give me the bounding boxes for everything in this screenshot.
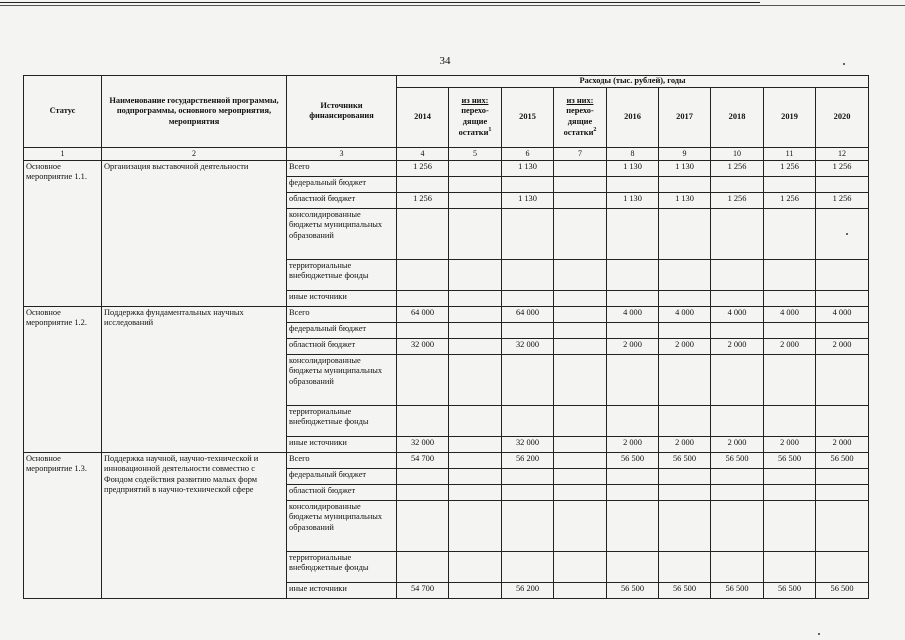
amount-cell bbox=[397, 354, 449, 405]
amount-cell: 2 000 bbox=[816, 338, 869, 354]
header-year-2015: 2015 bbox=[502, 87, 554, 147]
amount-cell: 1 256 bbox=[764, 160, 816, 176]
amount-cell bbox=[711, 208, 764, 259]
funding-source: Всего bbox=[287, 306, 397, 322]
amount-cell: 54 700 bbox=[397, 452, 449, 468]
amount-cell: 1 256 bbox=[816, 160, 869, 176]
amount-cell bbox=[449, 176, 502, 192]
header-transit2-line-1: перехо- bbox=[566, 106, 594, 116]
amount-cell bbox=[449, 160, 502, 176]
amount-cell bbox=[659, 500, 711, 551]
amount-cell: 1 130 bbox=[607, 192, 659, 208]
amount-cell bbox=[711, 322, 764, 338]
amount-cell: 56 500 bbox=[711, 582, 764, 598]
amount-cell bbox=[502, 551, 554, 582]
column-number: 4 bbox=[397, 147, 449, 160]
amount-cell bbox=[816, 259, 869, 290]
amount-cell bbox=[607, 500, 659, 551]
header-of-them-2: из них: bbox=[566, 95, 594, 105]
column-number: 2 bbox=[102, 147, 287, 160]
amount-cell bbox=[449, 436, 502, 452]
funding-source: федеральный бюджет bbox=[287, 468, 397, 484]
header-name: Наименование государственной программы, подпрограммы, основного мероприятия, мероприятия bbox=[102, 76, 287, 148]
amount-cell: 4 000 bbox=[659, 306, 711, 322]
amount-cell bbox=[659, 468, 711, 484]
column-number: 10 bbox=[711, 147, 764, 160]
header-transit-line-2: дящие bbox=[462, 116, 488, 126]
amount-cell bbox=[449, 405, 502, 436]
amount-cell: 4 000 bbox=[764, 306, 816, 322]
amount-cell bbox=[554, 192, 607, 208]
header-transit-2015 bbox=[554, 87, 607, 147]
amount-cell bbox=[397, 500, 449, 551]
column-number: 9 bbox=[659, 147, 711, 160]
amount-cell bbox=[502, 484, 554, 500]
amount-cell bbox=[554, 176, 607, 192]
section-status: Основное мероприятие 1.1. bbox=[24, 160, 102, 306]
funding-source: областной бюджет bbox=[287, 484, 397, 500]
amount-cell bbox=[554, 452, 607, 468]
amount-cell: 56 500 bbox=[659, 582, 711, 598]
top-border-line bbox=[0, 2, 760, 3]
amount-cell: 4 000 bbox=[711, 306, 764, 322]
funding-source: консолидированные бюджеты муниципальных образований bbox=[287, 354, 397, 405]
funding-source: территориальные внебюджетные фонды bbox=[287, 259, 397, 290]
amount-cell: 1 130 bbox=[607, 160, 659, 176]
amount-cell bbox=[764, 468, 816, 484]
amount-cell bbox=[659, 405, 711, 436]
amount-cell bbox=[607, 290, 659, 306]
amount-cell bbox=[607, 551, 659, 582]
amount-cell bbox=[607, 354, 659, 405]
amount-cell bbox=[711, 405, 764, 436]
amount-cell: 1 256 bbox=[711, 192, 764, 208]
amount-cell bbox=[502, 354, 554, 405]
amount-cell bbox=[554, 468, 607, 484]
amount-cell bbox=[816, 176, 869, 192]
amount-cell: 56 500 bbox=[816, 582, 869, 598]
amount-cell: 32 000 bbox=[397, 436, 449, 452]
amount-cell bbox=[554, 484, 607, 500]
column-number: 5 bbox=[449, 147, 502, 160]
amount-cell bbox=[397, 551, 449, 582]
funding-source: Всего bbox=[287, 160, 397, 176]
amount-cell bbox=[554, 405, 607, 436]
amount-cell bbox=[764, 354, 816, 405]
funding-source: иные источники bbox=[287, 582, 397, 598]
amount-cell bbox=[764, 551, 816, 582]
amount-cell bbox=[607, 176, 659, 192]
amount-cell bbox=[659, 484, 711, 500]
amount-cell bbox=[449, 338, 502, 354]
header-sources: Источники финансирования bbox=[287, 76, 397, 148]
amount-cell bbox=[397, 176, 449, 192]
amount-cell bbox=[554, 322, 607, 338]
table-row bbox=[24, 306, 869, 322]
amount-cell bbox=[816, 500, 869, 551]
amount-cell bbox=[711, 551, 764, 582]
amount-cell: 4 000 bbox=[607, 306, 659, 322]
amount-cell bbox=[449, 192, 502, 208]
amount-cell bbox=[502, 405, 554, 436]
header-year-2016: 2016 bbox=[607, 87, 659, 147]
amount-cell bbox=[659, 354, 711, 405]
amount-cell bbox=[502, 468, 554, 484]
amount-cell bbox=[607, 405, 659, 436]
amount-cell bbox=[659, 290, 711, 306]
section-name: Поддержка научной, научно-технической и инновационной деятельности совместно с Фондом содействия развитию малых форм предприятий в научно-технической сфере bbox=[102, 452, 287, 598]
column-number: 12 bbox=[816, 147, 869, 160]
amount-cell bbox=[764, 259, 816, 290]
amount-cell: 56 500 bbox=[764, 582, 816, 598]
amount-cell bbox=[397, 259, 449, 290]
amount-cell bbox=[816, 322, 869, 338]
amount-cell bbox=[607, 322, 659, 338]
amount-cell bbox=[397, 405, 449, 436]
amount-cell bbox=[449, 551, 502, 582]
amount-cell: 1 130 bbox=[659, 192, 711, 208]
amount-cell: 4 000 bbox=[816, 306, 869, 322]
column-number: 1 bbox=[24, 147, 102, 160]
amount-cell bbox=[449, 484, 502, 500]
amount-cell bbox=[607, 484, 659, 500]
amount-cell: 2 000 bbox=[816, 436, 869, 452]
amount-cell: 56 500 bbox=[711, 452, 764, 468]
header-year-2019: 2019 bbox=[764, 87, 816, 147]
funding-source: территориальные внебюджетные фонды bbox=[287, 551, 397, 582]
amount-cell bbox=[816, 551, 869, 582]
amount-cell bbox=[659, 322, 711, 338]
amount-cell: 64 000 bbox=[502, 306, 554, 322]
column-number: 7 bbox=[554, 147, 607, 160]
amount-cell: 2 000 bbox=[659, 338, 711, 354]
amount-cell bbox=[554, 436, 607, 452]
amount-cell: 54 700 bbox=[397, 582, 449, 598]
amount-cell bbox=[764, 484, 816, 500]
header-year-2018: 2018 bbox=[711, 87, 764, 147]
amount-cell bbox=[659, 208, 711, 259]
scan-speck bbox=[818, 633, 820, 635]
amount-cell: 56 200 bbox=[502, 582, 554, 598]
top-border-line-secondary bbox=[0, 5, 905, 6]
section-name: Организация выставочной деятельности bbox=[102, 160, 287, 306]
amount-cell bbox=[449, 306, 502, 322]
funding-source: федеральный бюджет bbox=[287, 176, 397, 192]
amount-cell: 2 000 bbox=[711, 436, 764, 452]
amount-cell: 2 000 bbox=[607, 436, 659, 452]
amount-cell bbox=[711, 290, 764, 306]
amount-cell bbox=[449, 468, 502, 484]
amount-cell bbox=[397, 290, 449, 306]
header-transit2-line-2: дящие bbox=[567, 116, 593, 126]
amount-cell: 56 200 bbox=[502, 452, 554, 468]
column-number-row bbox=[24, 147, 869, 160]
amount-cell bbox=[764, 290, 816, 306]
budget-table-body bbox=[24, 160, 869, 598]
header-transit-line-3: остатки bbox=[458, 127, 489, 137]
amount-cell bbox=[816, 468, 869, 484]
amount-cell: 56 500 bbox=[607, 452, 659, 468]
amount-cell: 56 500 bbox=[607, 582, 659, 598]
amount-cell: 1 130 bbox=[502, 192, 554, 208]
amount-cell: 1 130 bbox=[659, 160, 711, 176]
amount-cell bbox=[711, 500, 764, 551]
header-expenses: Расходы (тыс. рублей), годы bbox=[397, 76, 869, 88]
amount-cell bbox=[711, 468, 764, 484]
funding-source: областной бюджет bbox=[287, 338, 397, 354]
table-row bbox=[24, 160, 869, 176]
amount-cell bbox=[764, 405, 816, 436]
section-name: Поддержка фундаментальных научных исследований bbox=[102, 306, 287, 452]
amount-cell bbox=[554, 551, 607, 582]
funding-source: территориальные внебюджетные фонды bbox=[287, 405, 397, 436]
column-number: 3 bbox=[287, 147, 397, 160]
amount-cell bbox=[816, 290, 869, 306]
amount-cell bbox=[449, 208, 502, 259]
header-of-them: из них: bbox=[461, 95, 489, 105]
amount-cell bbox=[607, 259, 659, 290]
amount-cell bbox=[764, 176, 816, 192]
amount-cell bbox=[607, 208, 659, 259]
section-status: Основное мероприятие 1.2. bbox=[24, 306, 102, 452]
amount-cell bbox=[816, 354, 869, 405]
amount-cell bbox=[816, 208, 869, 259]
amount-cell: 1 130 bbox=[502, 160, 554, 176]
amount-cell: 32 000 bbox=[397, 338, 449, 354]
amount-cell: 1 256 bbox=[711, 160, 764, 176]
amount-cell bbox=[502, 259, 554, 290]
amount-cell bbox=[554, 160, 607, 176]
funding-source: Всего bbox=[287, 452, 397, 468]
budget-table bbox=[23, 75, 869, 599]
amount-cell bbox=[711, 259, 764, 290]
amount-cell bbox=[554, 500, 607, 551]
funding-source: иные источники bbox=[287, 290, 397, 306]
amount-cell: 1 256 bbox=[764, 192, 816, 208]
amount-cell bbox=[816, 405, 869, 436]
table-row bbox=[24, 452, 869, 468]
amount-cell bbox=[449, 582, 502, 598]
amount-cell bbox=[397, 322, 449, 338]
amount-cell bbox=[554, 338, 607, 354]
amount-cell: 2 000 bbox=[764, 436, 816, 452]
funding-source: федеральный бюджет bbox=[287, 322, 397, 338]
amount-cell bbox=[449, 290, 502, 306]
amount-cell bbox=[607, 468, 659, 484]
amount-cell bbox=[659, 176, 711, 192]
amount-cell: 32 000 bbox=[502, 436, 554, 452]
header-status: Статус bbox=[24, 76, 102, 148]
amount-cell bbox=[502, 290, 554, 306]
amount-cell bbox=[449, 500, 502, 551]
page-number: 34 bbox=[439, 55, 451, 67]
amount-cell bbox=[554, 290, 607, 306]
amount-cell bbox=[554, 259, 607, 290]
amount-cell: 2 000 bbox=[764, 338, 816, 354]
funding-source: консолидированные бюджеты муниципальных образований bbox=[287, 208, 397, 259]
header-footnote: 1 bbox=[488, 127, 492, 134]
funding-source: областной бюджет bbox=[287, 192, 397, 208]
amount-cell bbox=[397, 468, 449, 484]
amount-cell: 1 256 bbox=[816, 192, 869, 208]
amount-cell: 56 500 bbox=[659, 452, 711, 468]
amount-cell bbox=[449, 452, 502, 468]
amount-cell bbox=[659, 259, 711, 290]
amount-cell bbox=[764, 208, 816, 259]
amount-cell: 2 000 bbox=[607, 338, 659, 354]
amount-cell bbox=[659, 551, 711, 582]
amount-cell bbox=[397, 484, 449, 500]
amount-cell: 32 000 bbox=[502, 338, 554, 354]
amount-cell bbox=[764, 500, 816, 551]
amount-cell bbox=[764, 322, 816, 338]
amount-cell bbox=[554, 208, 607, 259]
amount-cell bbox=[554, 306, 607, 322]
amount-cell: 2 000 bbox=[711, 338, 764, 354]
amount-cell bbox=[554, 354, 607, 405]
scan-speck bbox=[843, 63, 845, 65]
header-footnote-2: 2 bbox=[593, 127, 597, 134]
amount-cell bbox=[711, 484, 764, 500]
amount-cell bbox=[711, 176, 764, 192]
header-year-2014: 2014 bbox=[397, 87, 449, 147]
amount-cell bbox=[502, 500, 554, 551]
amount-cell: 56 500 bbox=[816, 452, 869, 468]
section-status: Основное мероприятие 1.3. bbox=[24, 452, 102, 598]
amount-cell bbox=[397, 208, 449, 259]
amount-cell bbox=[449, 354, 502, 405]
header-transit2-line-3: остатки bbox=[563, 127, 594, 137]
amount-cell bbox=[502, 322, 554, 338]
funding-source: иные источники bbox=[287, 436, 397, 452]
funding-source: консолидированные бюджеты муниципальных образований bbox=[287, 500, 397, 551]
header-year-2017: 2017 bbox=[659, 87, 711, 147]
header-transit-2014 bbox=[449, 87, 502, 147]
amount-cell bbox=[449, 322, 502, 338]
column-number: 8 bbox=[607, 147, 659, 160]
amount-cell bbox=[554, 582, 607, 598]
header-year-2020: 2020 bbox=[816, 87, 869, 147]
amount-cell: 2 000 bbox=[659, 436, 711, 452]
amount-cell: 1 256 bbox=[397, 160, 449, 176]
column-number: 11 bbox=[764, 147, 816, 160]
amount-cell: 64 000 bbox=[397, 306, 449, 322]
amount-cell bbox=[711, 354, 764, 405]
amount-cell bbox=[502, 208, 554, 259]
amount-cell bbox=[502, 176, 554, 192]
amount-cell bbox=[816, 484, 869, 500]
amount-cell bbox=[449, 259, 502, 290]
header-transit-line-1: перехо- bbox=[461, 106, 489, 116]
amount-cell: 1 256 bbox=[397, 192, 449, 208]
column-number: 6 bbox=[502, 147, 554, 160]
amount-cell: 56 500 bbox=[764, 452, 816, 468]
